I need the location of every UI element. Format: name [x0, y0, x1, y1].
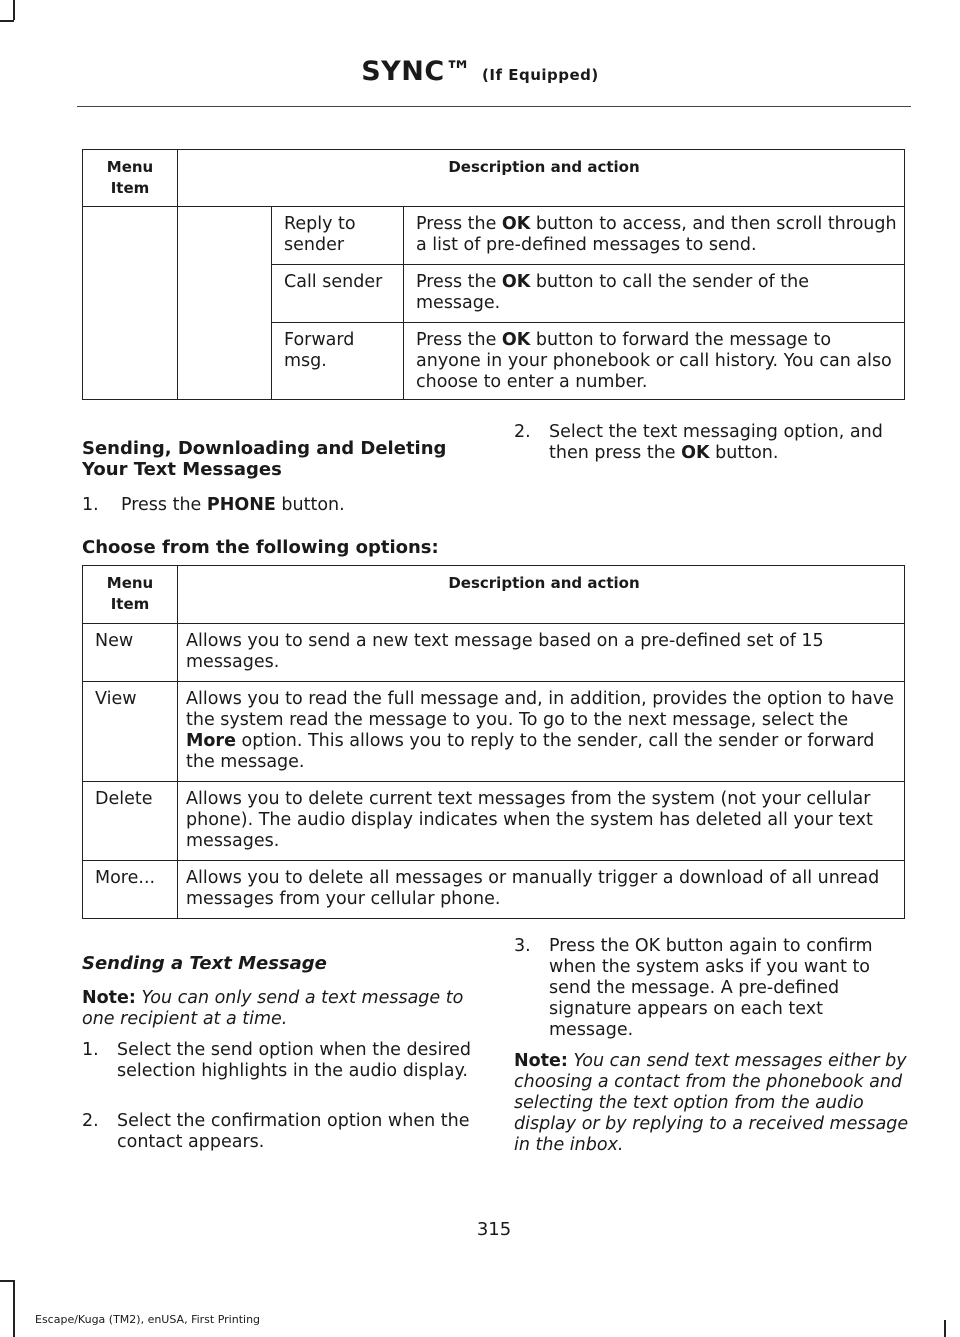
table-header-description: Description and action: [178, 150, 905, 207]
header-rule: [77, 106, 911, 107]
step-2: 2. Select the text messaging option, and then press the OK button.: [514, 422, 883, 463]
table-cell-description: Allows you to delete all messages or manually trigger a download of all unread messages from your cellular phone.: [178, 861, 905, 919]
crop-mark-bottom-right: [944, 1320, 946, 1337]
note-1: Note: You can only send a text message to one recipient at a time.: [82, 988, 464, 1029]
print-footer: Escape/Kuga (TM2), enUSA, First Printing: [35, 1313, 261, 1326]
note-2: Note: You can send text messages either by choosing a contact from the phonebook and selecting the text option from the audio display or by replying to a received message in the inbox.: [514, 1051, 909, 1155]
crop-mark-bottom-left: [13, 1280, 15, 1337]
table-empty-cell: [83, 207, 178, 400]
crop-mark-top-left-h: [0, 20, 14, 22]
table-header-menu-item: Menu Item: [83, 150, 178, 207]
table-header-description: Description and action: [178, 566, 905, 624]
table-cell-description: Press the OK button to access, and then scroll through a list of pre-defined messages to send.: [404, 207, 905, 265]
table-empty-cell: [178, 207, 272, 400]
send-step-3: 3. Press the OK button again to confirm when the system asks if you want to send the message. A pre-defined signature appears on each text message.: [514, 936, 873, 1040]
table-cell-description: Allows you to send a new text message based on a pre-defined set of 15 messages.: [178, 624, 905, 682]
table-cell-item: Forward msg.: [272, 323, 404, 400]
table-cell-description: Press the OK button to forward the message to anyone in your phonebook or call history. You can also choose to enter a number.: [404, 323, 905, 400]
header-title: SYNC™: [361, 56, 473, 87]
choose-options-label: Choose from the following options:: [82, 537, 439, 558]
table-cell-item: New: [83, 624, 178, 682]
message-options-table: [82, 149, 905, 400]
page-number: 315: [476, 1219, 512, 1240]
table-cell-description: Press the OK button to call the sender of the message.: [404, 265, 905, 323]
table-cell-item: Call sender: [272, 265, 404, 323]
header-subtitle: (If Equipped): [482, 66, 599, 84]
table-cell-item: More...: [83, 861, 178, 919]
table-cell-description: Allows you to delete current text messages from the system (not your cellular phone). The audio display indicates when the system has deleted all your text messages.: [178, 782, 905, 861]
table-cell-item: Delete: [83, 782, 178, 861]
crop-mark-top-left: [13, 0, 15, 20]
section-heading: Sending a Text Message: [82, 953, 327, 974]
text-message-options-table: [82, 565, 905, 919]
table-cell-item: View: [83, 682, 178, 782]
send-step-1: 1. Select the send option when the desired selection highlights in the audio display.: [82, 1040, 472, 1081]
crop-mark-bottom-left-h: [0, 1280, 14, 1282]
table-cell-item: Reply to sender: [272, 207, 404, 265]
section-heading: Sending, Downloading and Deleting Your Text Messages: [82, 438, 447, 480]
send-step-2: 2. Select the confirmation option when the contact appears.: [82, 1111, 470, 1152]
table-cell-description: Allows you to read the full message and, in addition, provides the option to have the system read the message to you. To go to the next message, select the More option. This allows you to reply to the sender, call the sender or forward the message.: [178, 682, 905, 782]
table-header-menu-item: Menu Item: [83, 566, 178, 624]
step-1: 1. Press the PHONE button.: [82, 495, 345, 515]
page-header: [0, 56, 960, 87]
